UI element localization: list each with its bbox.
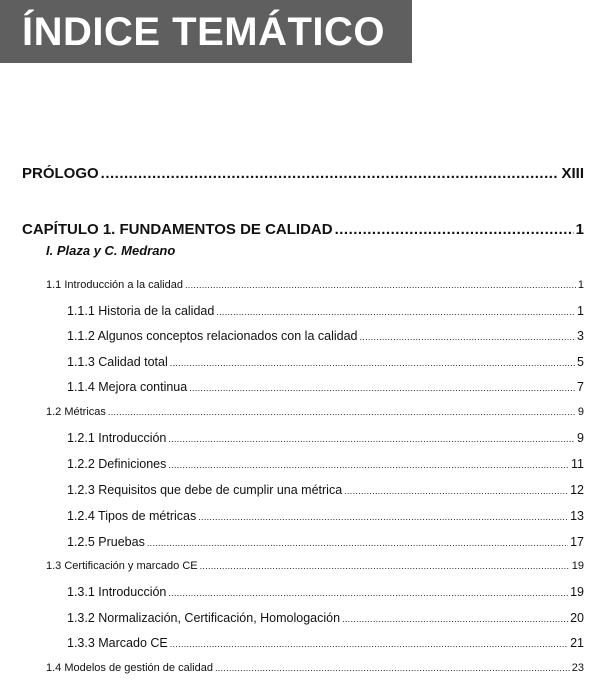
toc-entry-label: 1.2.3 Requisitos que debe de cumplir una métrica xyxy=(67,483,343,497)
toc-entry-label: 1.1.1 Historia de la calidad xyxy=(67,304,215,318)
toc-entry-page: 23 xyxy=(571,662,584,674)
toc-entry-label: 1.3.3 Marcado CE xyxy=(67,636,168,650)
dot-leader xyxy=(170,639,568,649)
dot-leader xyxy=(216,307,575,317)
toc-entry-page: 7 xyxy=(577,380,584,394)
toc-entry-label: 1.1.2 Algunos conceptos relacionados con la calidad xyxy=(67,329,358,343)
dot-leader xyxy=(170,358,575,368)
toc-entry-chapter-1[interactable] xyxy=(22,221,584,238)
toc-entry[interactable] xyxy=(67,483,584,497)
toc-entry-page: 19 xyxy=(570,585,584,599)
toc-entry[interactable] xyxy=(46,662,584,674)
toc-entry-page: 9 xyxy=(577,406,584,418)
dot-leader xyxy=(342,614,568,624)
page-title: ÍNDICE TEMÁTICO xyxy=(22,10,386,54)
toc-entry-page: 12 xyxy=(570,483,584,497)
toc-entry-page: 5 xyxy=(577,355,584,369)
toc-entry-page: 9 xyxy=(577,431,584,445)
toc-entry-label: 1.3.2 Normalización, Certificación, Homologación xyxy=(67,611,341,625)
toc-entry-label: 1.3.1 Introducción xyxy=(67,585,167,599)
dot-leader xyxy=(189,383,575,393)
toc-entry[interactable] xyxy=(67,585,584,599)
toc-entry-page: 21 xyxy=(570,636,584,650)
toc-entry[interactable] xyxy=(67,509,584,523)
dot-leader xyxy=(215,663,570,673)
toc-entry-prologue[interactable] xyxy=(22,165,584,182)
dot-leader xyxy=(185,280,576,290)
toc-entry-label: 1.3 Certificación y marcado CE xyxy=(46,560,198,572)
toc-entry-page: 20 xyxy=(570,611,584,625)
toc-entry-page: XIII xyxy=(561,165,584,182)
title-banner xyxy=(0,0,412,63)
toc-entry-label: CAPÍTULO 1. FUNDAMENTOS DE CALIDAD xyxy=(22,221,333,238)
toc-entry[interactable] xyxy=(67,329,584,343)
toc-entry[interactable] xyxy=(46,560,584,572)
toc-entry-label: 1.1 Introducción a la calidad xyxy=(46,279,183,291)
toc-entry-page: 1 xyxy=(577,304,584,318)
dot-leader xyxy=(168,434,575,444)
dot-leader xyxy=(198,512,568,522)
dot-leader xyxy=(344,486,568,496)
toc-entry[interactable] xyxy=(67,380,584,394)
dot-leader xyxy=(359,332,575,342)
dot-leader xyxy=(200,561,570,571)
dot-leader xyxy=(168,588,568,598)
dot-leader xyxy=(335,221,574,238)
toc-entry[interactable] xyxy=(46,279,584,291)
toc-entry[interactable] xyxy=(67,304,584,318)
toc-entry-label: PRÓLOGO xyxy=(22,165,99,182)
dot-leader xyxy=(147,538,568,548)
toc-entry-page: 13 xyxy=(570,509,584,523)
toc-entry-page: 17 xyxy=(570,535,584,549)
dot-leader xyxy=(108,407,576,417)
toc-entry-label: 1.1.3 Calidad total xyxy=(67,355,168,369)
toc-entry-page: 3 xyxy=(577,329,584,343)
toc-entry-label: 1.2.5 Pruebas xyxy=(67,535,145,549)
toc-entry-page: 1 xyxy=(577,279,584,291)
toc-entry-label: 1.2.2 Definiciones xyxy=(67,457,167,471)
toc-entry-page: 1 xyxy=(575,221,584,238)
toc-entry-label: 1.2.4 Tipos de métricas xyxy=(67,509,197,523)
toc-entry[interactable] xyxy=(67,355,584,369)
toc-entry-page: 11 xyxy=(571,457,584,471)
toc-entry-label: 1.4 Modelos de gestión de calidad xyxy=(46,662,213,674)
toc-entry-label: 1.1.4 Mejora continua xyxy=(67,380,188,394)
toc-entry[interactable] xyxy=(46,406,584,418)
toc-entry[interactable] xyxy=(67,535,584,549)
toc-entry-label: 1.2.1 Introducción xyxy=(67,431,167,445)
toc-entry[interactable] xyxy=(67,457,584,471)
toc-entry-label: 1.2 Métricas xyxy=(46,406,106,418)
chapter-authors: I. Plaza y C. Medrano xyxy=(46,243,176,258)
toc-entry[interactable] xyxy=(67,636,584,650)
toc-entry[interactable] xyxy=(67,431,584,445)
dot-leader xyxy=(168,460,569,470)
toc-entry[interactable] xyxy=(67,611,584,625)
dot-leader xyxy=(101,165,560,182)
toc-entry-page: 19 xyxy=(571,560,584,572)
